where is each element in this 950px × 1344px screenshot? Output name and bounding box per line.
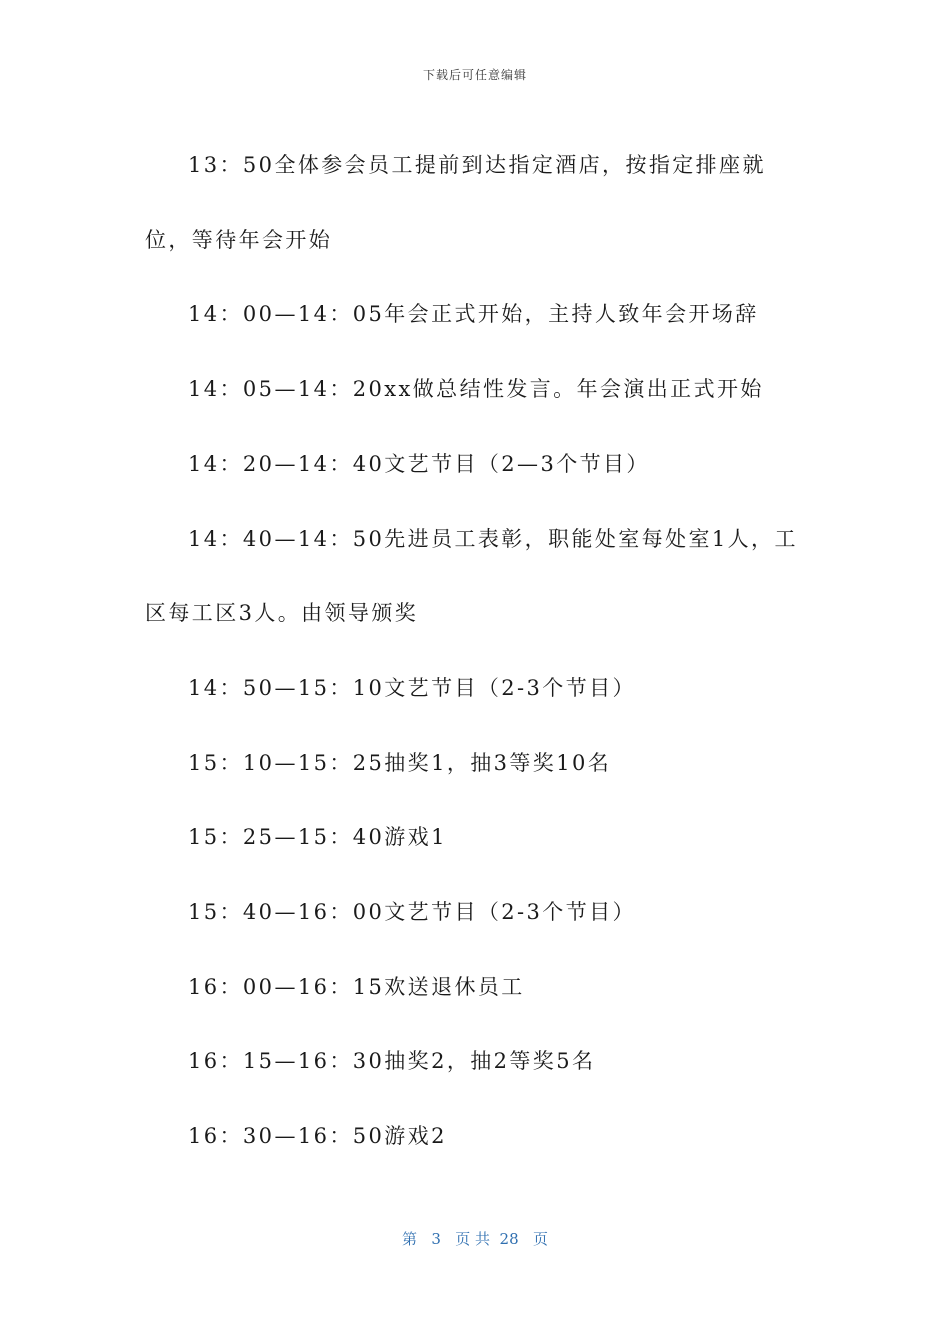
document-body xyxy=(145,128,805,1174)
schedule-paragraph: 16：15—16：30抽奖2，抽2等奖5名 xyxy=(188,1049,596,1074)
page-number-footer xyxy=(0,1228,950,1249)
schedule-paragraph: 15：10—15：25抽奖1，抽3等奖10名 xyxy=(188,750,612,775)
footer-suffix: 页 xyxy=(532,1230,548,1248)
footer-total-pages: 28 xyxy=(499,1230,519,1248)
header-note: 下载后可任意编辑 xyxy=(422,68,527,82)
footer-current-page: 3 xyxy=(431,1230,441,1248)
schedule-paragraph: 14：20—14：40文艺节目（2—3个节目） xyxy=(188,451,650,476)
schedule-paragraph: 16：00—16：15欢送退休员工 xyxy=(188,974,525,999)
schedule-paragraph: 13：50全体参会员工提前到达指定酒店，按指定排座就位，等待年会开始 xyxy=(145,153,766,252)
footer-middle: 页 共 xyxy=(455,1230,490,1248)
schedule-paragraph: 14：00—14：05年会正式开始，主持人致年会开场辞 xyxy=(188,302,759,327)
schedule-paragraph: 14：05—14：20xx做总结性发言。年会演出正式开始 xyxy=(188,377,764,402)
schedule-paragraph: 14：50—15：10文艺节目（2-3个节目） xyxy=(188,675,636,700)
schedule-paragraph: 15：25—15：40游戏1 xyxy=(188,825,447,850)
footer-prefix: 第 xyxy=(402,1230,418,1248)
schedule-paragraph: 16：30—16：50游戏2 xyxy=(188,1124,447,1149)
schedule-paragraph: 14：40—14：50先进员工表彰，职能处室每处室1人，工区每工区3人。由领导颁奖 xyxy=(145,526,798,626)
schedule-paragraph: 15：40—16：00文艺节目（2-3个节目） xyxy=(188,900,636,925)
